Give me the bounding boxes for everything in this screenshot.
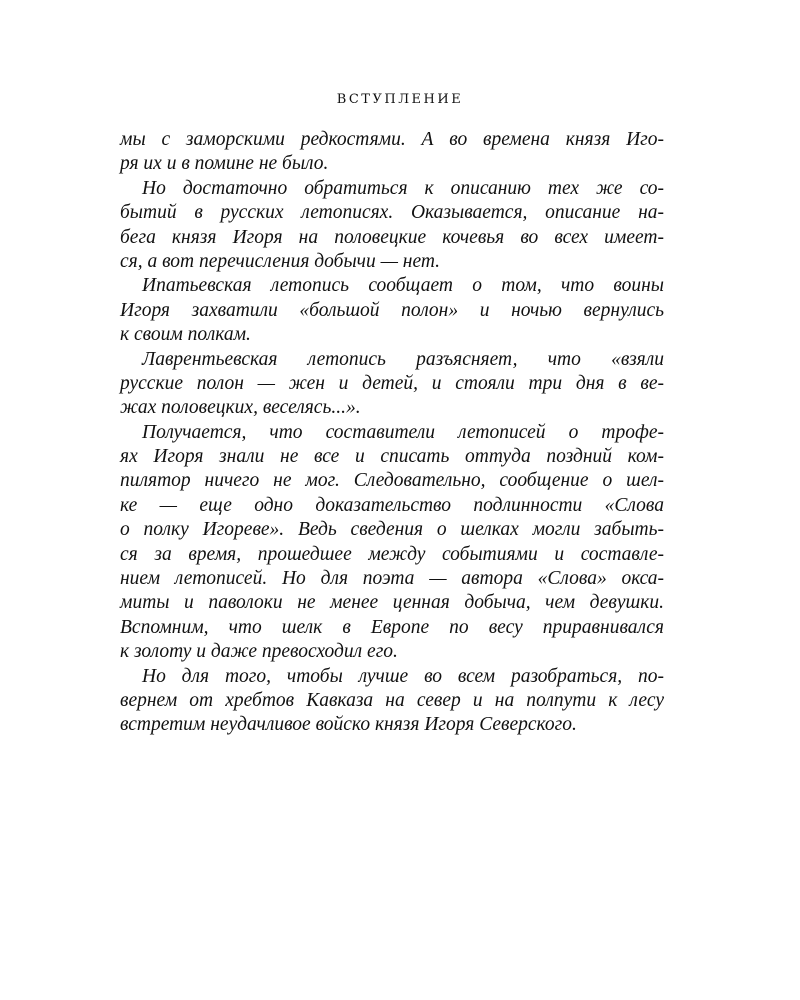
text-line: ся за время, прошедшее между событиями и составле- [120, 543, 664, 565]
text-line: Ипатьевская летопись сообщает о том, что воины [142, 275, 664, 297]
text-line: вернем от хребтов Кавказа на север и на полпути к лесу [120, 689, 664, 711]
text-line: к золоту и даже превосходил его. [120, 641, 398, 663]
text-line: Получается, что составители летописей о трофе- [142, 421, 664, 443]
text-line: русские полон — жен и детей, и стояли три дня в ве- [120, 372, 664, 394]
body-text [120, 128, 664, 738]
text-line: пилятор ничего не мог. Следовательно, сообщение о шел- [120, 470, 664, 492]
text-line: миты и паволоки не менее ценная добыча, чем девушки. [120, 592, 664, 614]
text-line: Но для того, чтобы лучше во всем разобраться, по- [142, 665, 664, 687]
text-line: бытий в русских летописях. Оказывается, описание на- [120, 202, 664, 224]
running-head: ВСТУПЛЕНИЕ [336, 92, 464, 107]
text-line: жах половецких, веселясь...». [120, 397, 361, 419]
text-line: нием летописей. Но для поэта — автора «Слова» окса- [120, 568, 664, 590]
text-line: мы с заморскими редкостями. А во времена князя Иго- [120, 129, 664, 150]
text-line: встретим неудачливое войско князя Игоря Северского. [120, 714, 577, 736]
text-line: ке — еще одно доказательство подлинности «Слова [120, 494, 664, 516]
text-line: о полку Игореве». Ведь сведения о шелках могли забыть- [120, 519, 664, 541]
text-line: бега князя Игоря на половецкие кочевья во всех имеет- [120, 226, 664, 248]
text-line: к своим полкам. [120, 324, 251, 346]
text-line: Игоря захватили «большой полон» и ночью вернулись [120, 299, 664, 321]
text-line: ях Игоря знали не все и списать оттуда поздний ком- [120, 446, 664, 468]
text-line: Но достаточно обратиться к описанию тех же со- [142, 177, 664, 199]
text-line: Лаврентьевская летопись разъясняет, что «взяли [142, 348, 664, 370]
text-line: ря их и в помине не было. [120, 153, 329, 175]
text-line: ся, а вот перечисления добычи — нет. [120, 250, 441, 272]
text-line: Вспомним, что шелк в Европе по весу приравнивался [120, 616, 664, 638]
